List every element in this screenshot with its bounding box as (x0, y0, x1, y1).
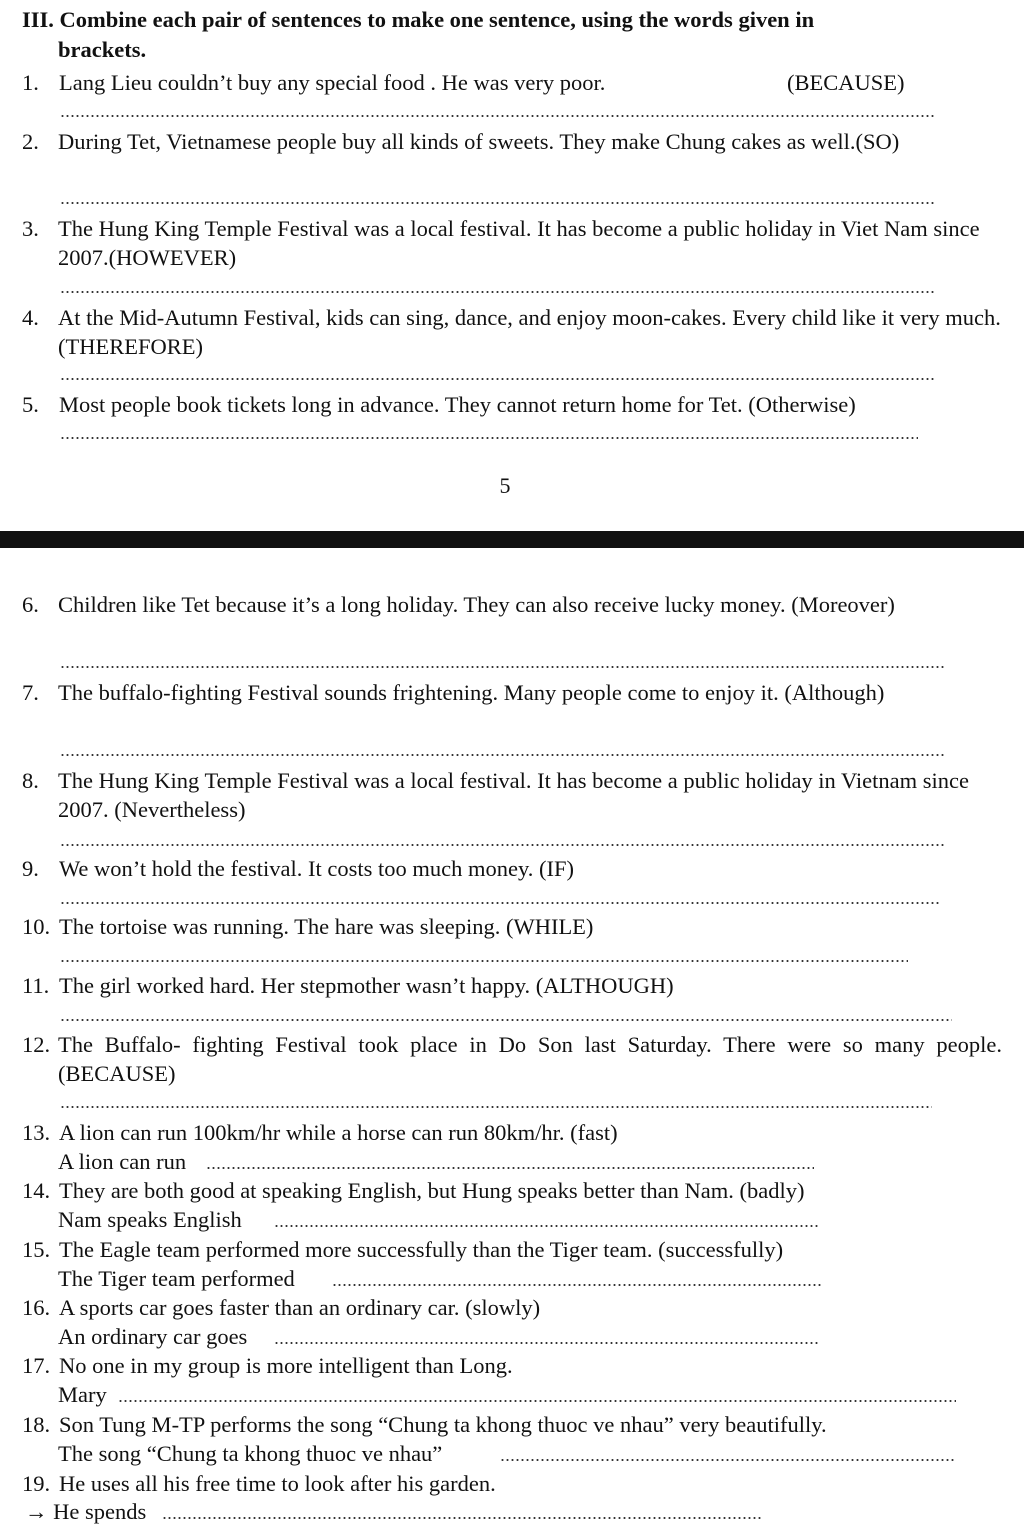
item-number: 1. (22, 70, 39, 95)
item-number: 9. (22, 856, 39, 881)
exercise-item-9 (22, 854, 1002, 883)
answer-line-19[interactable] (162, 1516, 762, 1520)
item-text: A sports car goes faster than an ordinary car. (slowly) (59, 1295, 541, 1320)
answer-line-11[interactable] (60, 1018, 952, 1022)
answer-line-12[interactable] (60, 1105, 932, 1109)
heading-line-1: III. Combine each pair of sentences to make one sentence, using the words given in (22, 7, 815, 32)
item-text: The Eagle team performed more successfully than the Tiger team. (successfully) (59, 1237, 784, 1262)
exercise-item-4 (22, 303, 1002, 361)
item-number: 19. (22, 1471, 51, 1496)
exercise-item-7 (22, 678, 1002, 707)
item-text: The girl worked hard. Her stepmother wasn’t happy. (ALTHOUGH) (59, 973, 674, 998)
answer-line-13[interactable] (206, 1166, 814, 1170)
item-text: The tortoise was running. The hare was sleeping. (WHILE) (59, 914, 594, 939)
item-number: 8. (22, 768, 39, 793)
item-text: The Hung King Temple Festival was a local festival. It has become a public holiday in Vietnam since 2007. (Nevertheless) (58, 768, 970, 822)
item-text: During Tet, Vietnamese people buy all kinds of sweets. They make Chung cakes as well.(SO) (58, 129, 900, 154)
answer-prompt-16: An ordinary car goes (58, 1324, 248, 1349)
exercise-item-6 (22, 590, 1002, 619)
item-number: 15. (22, 1237, 51, 1262)
item-number: 11. (22, 973, 50, 998)
answer-prompt-15: The Tiger team performed (58, 1266, 295, 1291)
exercise-item-13 (22, 1118, 1002, 1147)
item-text: Most people book tickets long in advance. They cannot return home for Tet. (Otherwise) (59, 392, 856, 417)
exercise-item-5 (22, 390, 1002, 419)
item-text: Son Tung M-TP performs the song “Chung ta khong thuoc ve nhau” very beautifully. (59, 1412, 827, 1437)
answer-line-1[interactable] (60, 114, 936, 118)
answer-line-15[interactable] (332, 1283, 822, 1287)
exercise-item-18 (22, 1410, 1002, 1439)
item-number: 3. (22, 216, 39, 241)
item-text: We won’t hold the festival. It costs too much money. (IF) (59, 856, 574, 881)
answer-line-14[interactable] (274, 1224, 818, 1228)
exercise-item-16 (22, 1293, 1002, 1322)
item-text: Children like Tet because it’s a long holiday. They can also receive lucky money. (Moreover) (58, 592, 895, 617)
answer-line-3[interactable] (60, 290, 936, 294)
answer-line-6[interactable] (60, 665, 944, 669)
answer-line-4[interactable] (60, 377, 936, 381)
answer-line-7[interactable] (60, 753, 944, 757)
exercise-item-8 (22, 766, 1002, 824)
item-number: 14. (22, 1178, 51, 1203)
item-number: 10. (22, 914, 51, 939)
answer-prompt-17: Mary (58, 1382, 107, 1407)
item-number: 4. (22, 305, 39, 330)
answer-prompt-19: → He spends (25, 1499, 147, 1524)
item-number: 16. (22, 1295, 51, 1320)
exercise-item-10 (22, 912, 1002, 941)
answer-line-5[interactable] (60, 436, 918, 440)
item-text: No one in my group is more intelligent than Long. (59, 1353, 513, 1378)
answer-prompt-14: Nam speaks English (58, 1207, 242, 1232)
exercise-item-14 (22, 1176, 1002, 1205)
item-number: 17. (22, 1353, 51, 1378)
exercise-item-12 (22, 1030, 1002, 1088)
item-number: 18. (22, 1412, 51, 1437)
answer-prompt-18: The song “Chung ta khong thuoc ve nhau” (58, 1441, 443, 1466)
item-number: 5. (22, 392, 39, 417)
item-text: Lang Lieu couldn’t buy any special food . He was very poor. (59, 70, 606, 95)
item-text: He uses all his free time to look after his garden. (59, 1471, 496, 1496)
item-number: 6. (22, 592, 39, 617)
heading-line-2: brackets. (58, 37, 147, 62)
answer-line-2[interactable] (60, 201, 936, 205)
answer-line-9[interactable] (60, 901, 940, 905)
page-divider (0, 531, 1024, 548)
exercise-item-11 (22, 971, 1002, 1000)
answer-line-18[interactable] (500, 1458, 956, 1462)
answer-line-16[interactable] (274, 1341, 818, 1345)
item-number: 12. (22, 1032, 51, 1057)
section-heading (22, 5, 982, 65)
item-text: At the Mid-Autumn Festival, kids can sing, dance, and enjoy moon-cakes. Every child like it very much.(THEREFORE) (58, 305, 1001, 359)
item-text: The Hung King Temple Festival was a local festival. It has become a public holiday in Viet Nam since 2007.(HOWEVER) (58, 216, 980, 270)
exercise-item-2 (22, 127, 1002, 156)
page-number: 5 (499, 473, 511, 498)
exercise-item-15 (22, 1235, 1002, 1264)
item-number: 7. (22, 680, 39, 705)
item-number: 13. (22, 1120, 51, 1145)
item-text: The buffalo-fighting Festival sounds frightening. Many people come to enjoy it. (Although) (58, 680, 885, 705)
item-number: 2. (22, 129, 39, 154)
item-hint: (BECAUSE) (787, 70, 905, 95)
answer-prompt-13: A lion can run (58, 1149, 187, 1174)
exercise-item-1 (22, 68, 1002, 97)
answer-line-17[interactable] (118, 1399, 956, 1403)
item-text: They are both good at speaking English, but Hung speaks better than Nam. (badly) (59, 1178, 805, 1203)
exercise-item-19 (22, 1469, 1002, 1498)
item-text: A lion can run 100km/hr while a horse can run 80km/hr. (fast) (59, 1120, 618, 1145)
exercise-item-3 (22, 214, 1002, 272)
exercise-item-17 (22, 1351, 1002, 1380)
answer-line-8[interactable] (60, 843, 944, 847)
answer-line-10[interactable] (60, 959, 908, 963)
item-text: The Buffalo- fighting Festival took place in Do Son last Saturday. There were so many people. (BECAUSE) (58, 1032, 1002, 1086)
